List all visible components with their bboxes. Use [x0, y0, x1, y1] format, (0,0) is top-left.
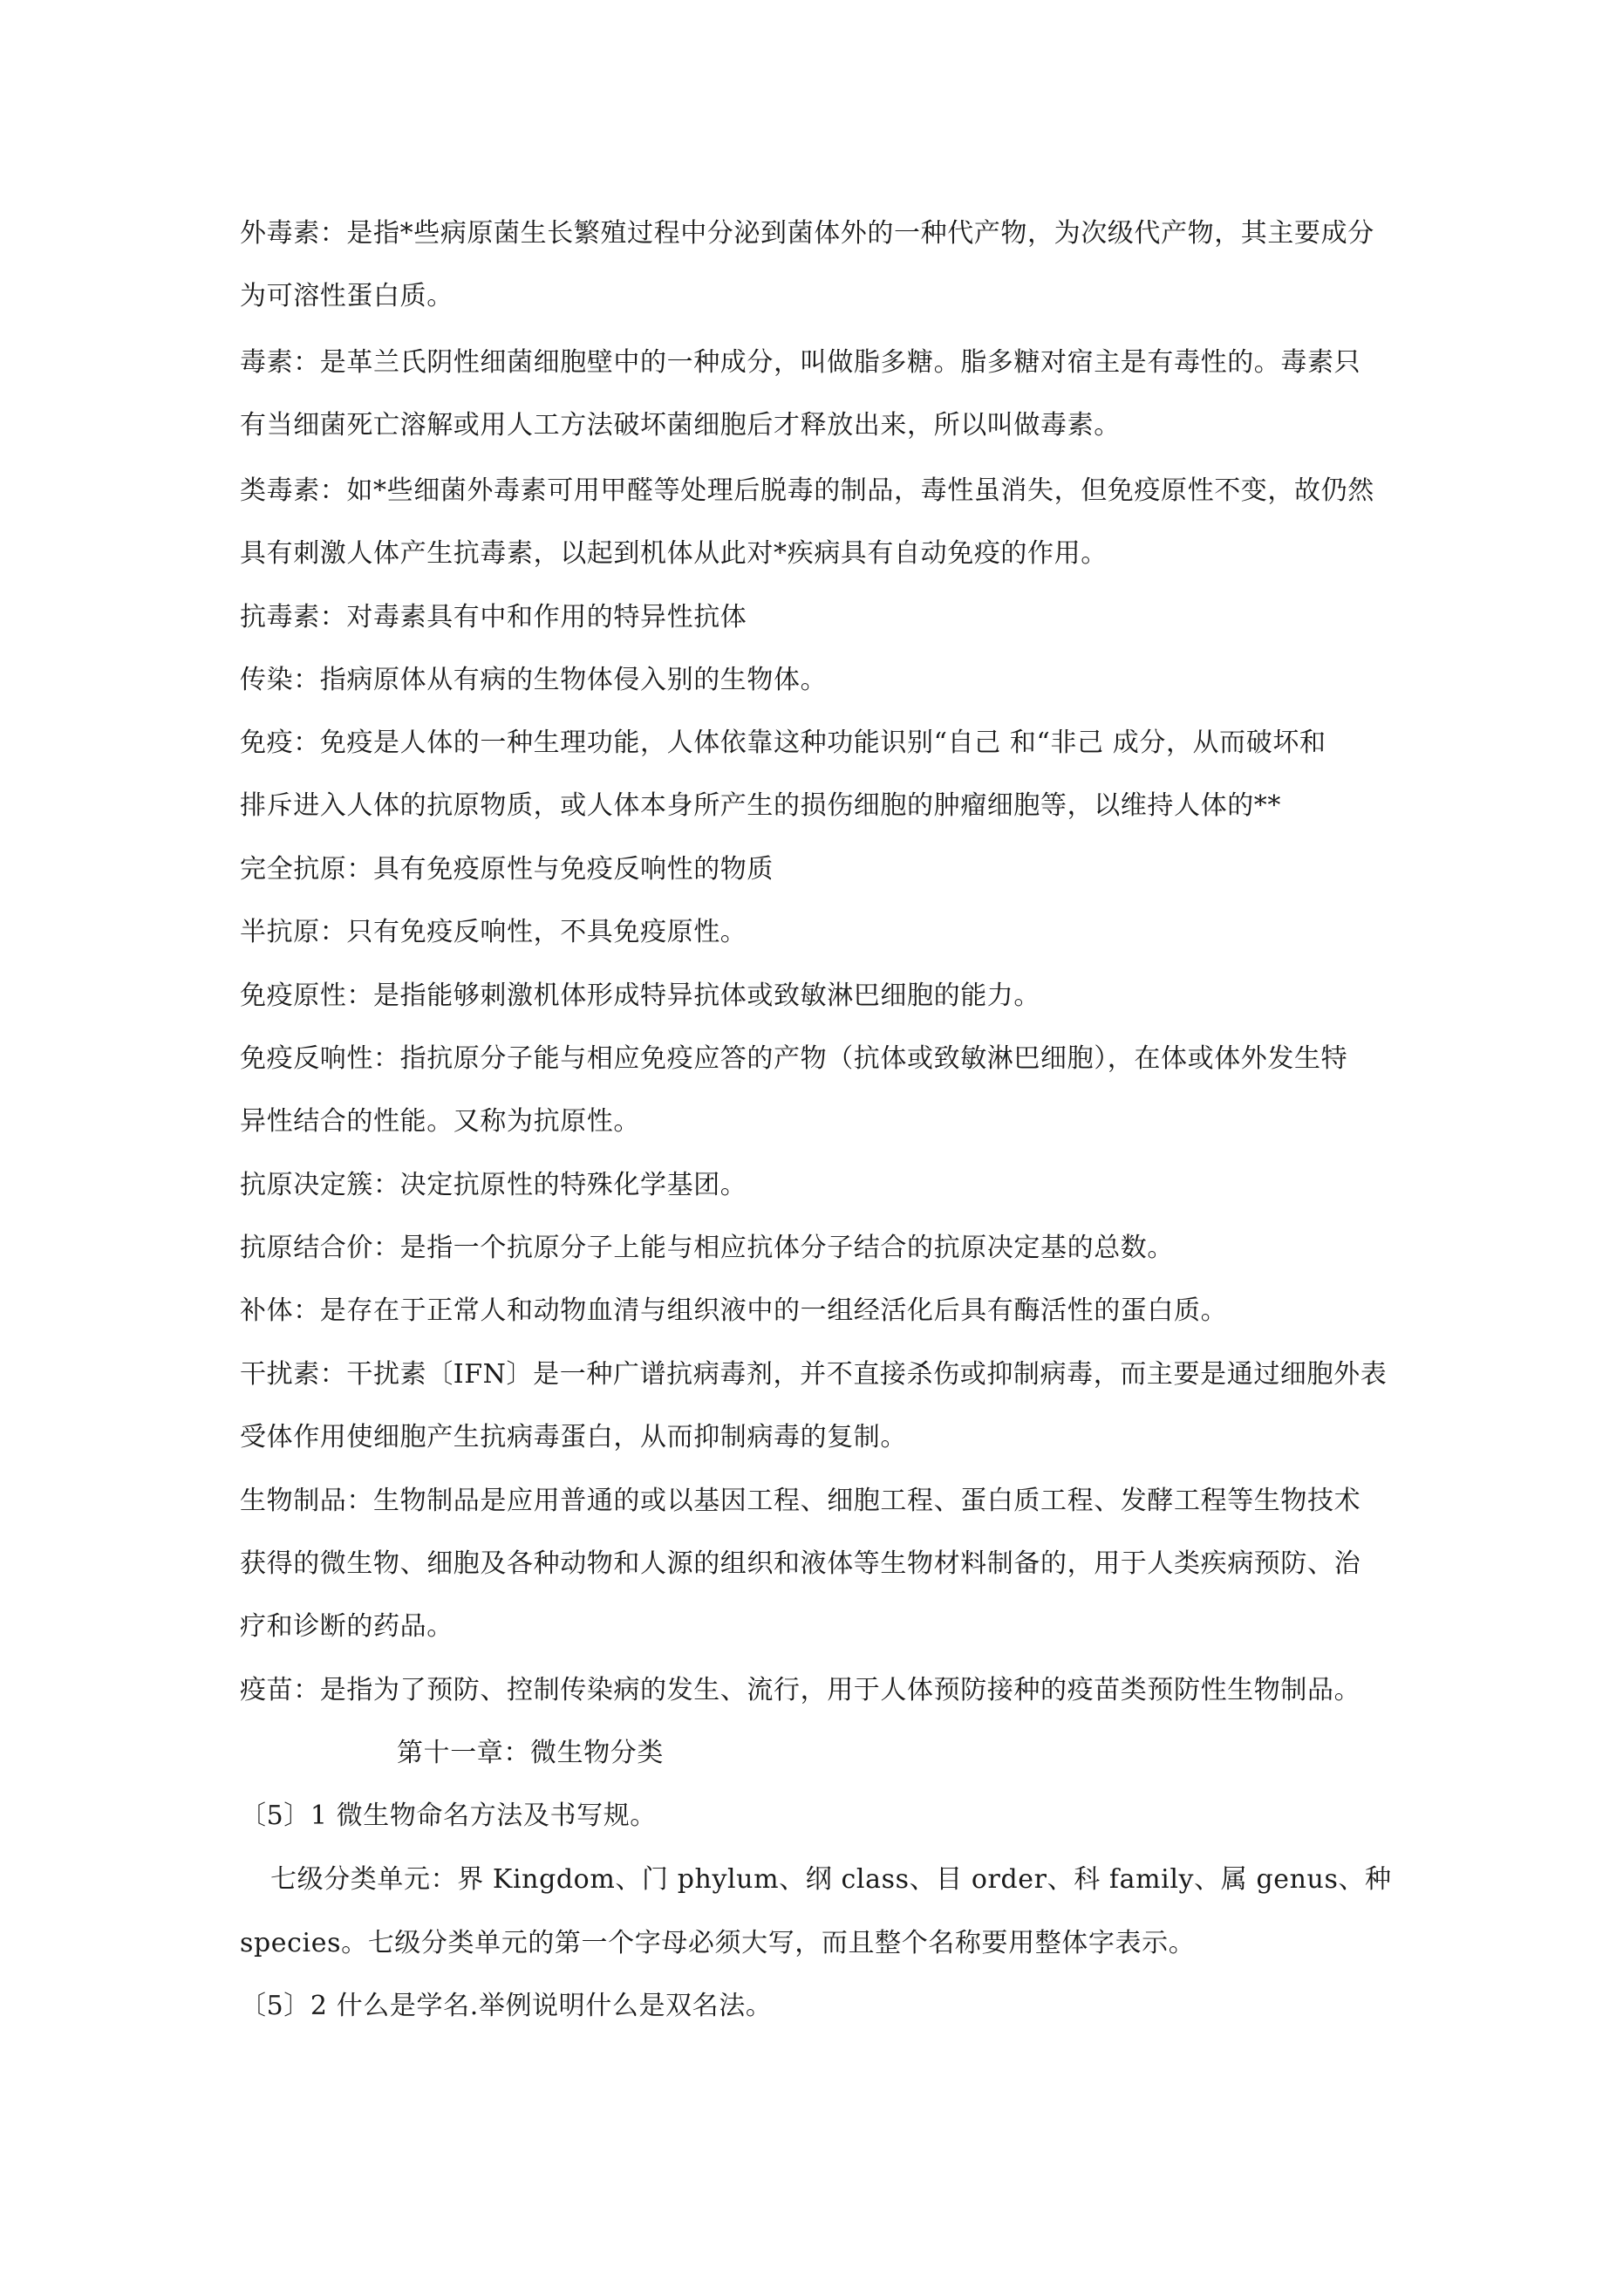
text-line: 半抗原：只有免疫反响性，不具免疫原性。 [240, 917, 747, 947]
text-line: 为可溶性蛋白质。 [240, 281, 453, 311]
text-line: 免疫：免疫是人体的一种生理功能，人体依靠这种功能识别“自己 和“非己 成分，从而破坏和 [240, 728, 1326, 758]
text-line: 干扰素：干扰素〔IFN〕是一种广谱抗病毒剂，并不直接杀伤或抑制病毒，而主要是通过细胞外表 [240, 1359, 1388, 1390]
text-line: 有当细菌死亡溶解或用人工方法破坏菌细胞后才释放出来，所以叫做毒素。 [240, 410, 1121, 441]
text-line: 毒素：是革兰氏阴性细菌细胞壁中的一种成分，叫做脂多糖。脂多糖对宿主是有毒性的。毒素只 [240, 347, 1361, 378]
text-line: 排斥进入人体的抗原物质，或人体本身所产生的损伤细胞的肿瘤细胞等，以维持人体的** [240, 790, 1281, 821]
text-line: 抗原决定簇：决定抗原性的特殊化学基团。 [240, 1170, 747, 1200]
chapter-title: 第十一章：微生物分类 [397, 1738, 664, 1768]
text-line: 疗和诊断的药品。 [240, 1611, 453, 1642]
text-line: species。七级分类单元的第一个字母必须大写，而且整个名称要用整体字表示。 [240, 1928, 1196, 1958]
text-line: 〔5〕2 什么是学名.举例说明什么是双名法。 [240, 1991, 773, 2021]
text-line: 获得的微生物、细胞及各种动物和人源的组织和液体等生物材料制备的，用于人类疾病预防、治 [240, 1548, 1361, 1579]
text-line: 传染：指病原体从有病的生物体侵入别的生物体。 [240, 665, 828, 695]
text-line: 〔5〕1 微生物命名方法及书写规。 [240, 1801, 657, 1831]
text-line: 受体作用使细胞产生抗病毒蛋白，从而抑制病毒的复制。 [240, 1422, 907, 1452]
text-line: 疫苗：是指为了预防、控制传染病的发生、流行，用于人体预防接种的疫苗类预防性生物制品。 [240, 1675, 1361, 1705]
text-line: 抗原结合价：是指一个抗原分子上能与相应抗体分子结合的抗原决定基的总数。 [240, 1233, 1174, 1263]
text-line: 补体：是存在于正常人和动物血清与组织液中的一组经活化后具有酶活性的蛋白质。 [240, 1295, 1228, 1326]
text-line: 抗毒素：对毒素具有中和作用的特异性抗体 [240, 602, 747, 632]
text-line: 具有刺激人体产生抗毒素，以起到机体从此对*疾病具有自动免疫的作用。 [240, 538, 1108, 569]
text-line: 免疫原性：是指能够刺激机体形成特异抗体或致敏淋巴细胞的能力。 [240, 981, 1040, 1011]
text-line: 类毒素：如*些细菌外毒素可用甲醛等处理后脱毒的制品，毒性虽消失，但免疫原性不变，故仍然 [240, 475, 1374, 506]
text-line: 外毒素：是指*些病原菌生长繁殖过程中分泌到菌体外的一种代产物，为次级代产物，其主要成分 [240, 218, 1374, 249]
text-line: 免疫反响性：指抗原分子能与相应免疫应答的产物（抗体或致敏淋巴细胞），在体或体外发生特 [240, 1043, 1348, 1074]
text-line: 生物制品：生物制品是应用普通的或以基因工程、细胞工程、蛋白质工程、发酵工程等生物技术 [240, 1486, 1361, 1516]
text-line: 异性结合的性能。又称为抗原性。 [240, 1106, 640, 1137]
text-line: 七级分类单元：界 Kingdom、门 phylum、纲 class、目 order、科 family、属 genus、种 [270, 1864, 1392, 1895]
text-line: 完全抗原：具有免疫原性与免疫反响性的物质 [240, 854, 774, 885]
